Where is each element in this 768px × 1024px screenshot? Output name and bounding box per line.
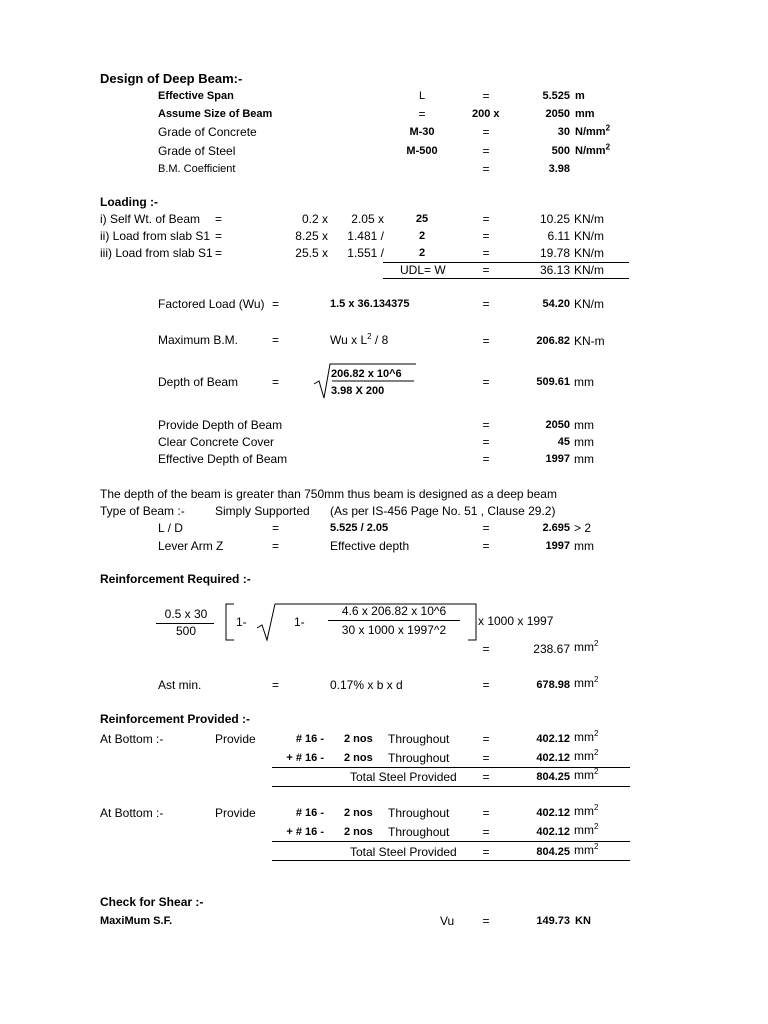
load-row-b: 2.05 x <box>351 212 384 226</box>
ld-unit: > 2 <box>574 521 592 535</box>
lever-arm-label: Lever Arm Z <box>158 539 224 553</box>
bar-eq: = <box>482 732 490 746</box>
bar-count: 2 nos <box>344 733 373 745</box>
reinf-frac-numerator: 0.5 x 30 <box>164 607 208 621</box>
effective-span-unit: m <box>575 90 585 102</box>
load-row-label: i) Self Wt. of Beam <box>100 212 201 226</box>
steel-unit: $N/mm^2$ <box>575 142 611 157</box>
steel-symbol: M-500 <box>406 145 438 157</box>
cover-eq: = <box>482 435 490 449</box>
factored-label: Factored Load (Wu) <box>158 297 265 311</box>
depth-unit: mm <box>574 375 594 389</box>
load-row-eq: = <box>215 229 223 243</box>
total-steel-value: 804.25 <box>536 846 570 858</box>
bar-count: 2 nos <box>344 826 373 838</box>
type-of-beam-reference: (As per IS-456 Page No. 51 , Clause 29.2) <box>330 504 556 518</box>
ast-min-expr: 0.17% x b x d <box>330 678 403 692</box>
shear-value: 149.73 <box>536 915 570 927</box>
load-row-eq2: = <box>482 229 490 243</box>
concrete-unit: $N/mm^2$ <box>575 123 611 138</box>
bar-dia: # 16 - <box>295 733 324 745</box>
max-bm-value: 206.82 <box>536 335 570 347</box>
bar-eq: = <box>482 751 490 765</box>
bar-location: Throughout <box>388 751 450 765</box>
lever-arm-value: 1997 <box>545 540 570 552</box>
shear-heading: Check for Shear :- <box>100 895 204 909</box>
lever-arm-eq2: = <box>482 539 490 553</box>
reinf-inner-denominator: 30 x 1000 x 1997^2 <box>341 623 447 637</box>
total-steel-label: Total Steel Provided <box>350 845 457 859</box>
load-row-a: 8.25 x <box>295 229 328 243</box>
steel-label: Grade of Steel <box>158 144 236 158</box>
load-row-eq: = <box>215 246 223 260</box>
max-bm-expr: Wu x $L^2 / 8$ <box>330 332 389 347</box>
eff-depth-label: Effective Depth of Beam <box>158 452 288 466</box>
shear-label: MaxiMum S.F. <box>100 915 173 927</box>
load-row-eq2: = <box>482 212 490 226</box>
max-bm-unit: KN-m <box>574 334 605 348</box>
lever-arm-unit: mm <box>574 539 594 553</box>
total-bottom-rule <box>272 860 630 861</box>
factored-value: 54.20 <box>542 298 570 310</box>
bar-eq: = <box>482 806 490 820</box>
factored-expr: 1.5 x 36.134375 <box>330 298 410 310</box>
udl-unit: KN/m <box>574 263 604 277</box>
beam-size-label: Assume Size of Beam <box>158 108 273 120</box>
page-title: Design of Deep Beam:- <box>100 71 243 86</box>
depth-value: 509.61 <box>536 376 570 388</box>
beam-size-width: 200 x <box>472 108 500 120</box>
loading-heading: Loading :- <box>100 195 158 209</box>
type-of-beam-label: Type of Beam :- <box>100 504 185 518</box>
bar-count: 2 nos <box>344 807 373 819</box>
depth-denominator: 3.98 X 200 <box>331 385 385 397</box>
cover-value: 45 <box>557 436 570 448</box>
ast-min-eq: = <box>272 678 280 692</box>
reinf-req-eq: = <box>482 642 490 656</box>
beam-size-symbol: = <box>418 107 426 121</box>
bar-unit: $mm^2$ <box>574 822 599 837</box>
depth-numerator: 206.82 x 10^6 <box>331 368 402 380</box>
effective-span-eq: = <box>482 89 490 103</box>
load-row-value: 19.78 <box>539 246 570 260</box>
group-provide: Provide <box>215 732 256 746</box>
bar-location: Throughout <box>388 732 450 746</box>
concrete-value: 30 <box>557 126 570 138</box>
bm-coeff-value: 3.98 <box>548 163 570 175</box>
shear-eq: = <box>482 914 490 928</box>
bar-unit: $mm^2$ <box>574 729 599 744</box>
bm-coeff-label: B.M. Coefficient <box>158 163 236 175</box>
cover-unit: mm <box>574 435 594 449</box>
reinf-multiplier: x 1000 x 1997 <box>478 614 554 628</box>
load-row-value: 6.11 <box>547 229 570 243</box>
depth-eq2: = <box>482 375 490 389</box>
total-steel-eq: = <box>482 770 490 784</box>
udl-label: UDL= W <box>400 263 446 277</box>
reinf-inner-numerator: 4.6 x 206.82 x 10^6 <box>341 604 447 618</box>
max-bm-label: Maximum B.M. <box>158 333 239 347</box>
provide-depth-label: Provide Depth of Beam <box>158 418 283 432</box>
load-row-b: 1.481 / <box>347 229 384 243</box>
concrete-label: Grade of Concrete <box>158 125 257 139</box>
total-steel-eq: = <box>482 845 490 859</box>
effective-span-label: Effective Span <box>158 90 234 102</box>
max-bm-eq2: = <box>482 334 490 348</box>
shear-symbol: Vu <box>440 914 455 928</box>
ld-expr: 5.525 / 2.05 <box>330 522 389 534</box>
shear-unit: KN <box>575 915 591 927</box>
ast-min-eq2: = <box>482 678 490 692</box>
ld-eq: = <box>272 521 280 535</box>
steel-eq: = <box>482 144 490 158</box>
udl-bottom-rule <box>383 278 629 279</box>
effective-span-symbol: L <box>418 90 426 102</box>
effective-span-value: 5.525 <box>542 90 570 102</box>
load-row-c: 2 <box>418 247 426 259</box>
eff-depth-unit: mm <box>574 452 594 466</box>
deep-beam-note: The depth of the beam is greater than 750mm thus beam is designed as a deep beam <box>100 487 557 501</box>
provide-depth-value: 2050 <box>545 419 570 431</box>
bar-dia: + # 16 - <box>286 752 324 764</box>
group-provide: Provide <box>215 806 256 820</box>
bar-dia: # 16 - <box>295 807 324 819</box>
bar-area: 402.12 <box>536 733 570 745</box>
total-steel-label: Total Steel Provided <box>350 770 457 784</box>
factored-eq2: = <box>482 297 490 311</box>
bar-location: Throughout <box>388 806 450 820</box>
factored-unit: KN/m <box>574 297 604 311</box>
steel-value: 500 <box>551 145 570 157</box>
reinf-one-minus-outer: 1- <box>236 615 247 629</box>
ld-value: 2.695 <box>542 522 570 534</box>
bm-coeff-eq: = <box>482 162 490 176</box>
reinf-req-value: 238.67 <box>533 642 570 656</box>
reinf-inner-bar <box>328 620 460 621</box>
load-row-unit: KN/m <box>574 246 604 260</box>
udl-eq: = <box>482 263 490 277</box>
ast-min-unit: $mm^2$ <box>574 675 599 690</box>
total-top-rule <box>272 841 630 842</box>
eff-depth-value: 1997 <box>545 453 570 465</box>
ld-eq2: = <box>482 521 490 535</box>
bar-eq: = <box>482 825 490 839</box>
bar-area: 402.12 <box>536 807 570 819</box>
load-row-value: 10.25 <box>539 212 570 226</box>
bar-dia: + # 16 - <box>286 826 324 838</box>
load-row-eq: = <box>215 212 223 226</box>
bar-area: 402.12 <box>536 826 570 838</box>
ast-min-label: Ast min. <box>158 678 202 692</box>
lever-arm-expr: Effective depth <box>330 539 410 553</box>
load-row-c: 2 <box>418 230 426 242</box>
cover-label: Clear Concrete Cover <box>158 435 275 449</box>
reinf-frac-denominator: 500 <box>175 624 197 638</box>
load-row-a: 25.5 x <box>295 246 328 260</box>
total-steel-unit: $mm^2$ <box>574 842 599 857</box>
beam-size-unit: mm <box>575 108 595 120</box>
provide-depth-unit: mm <box>574 418 594 432</box>
total-steel-value: 804.25 <box>536 771 570 783</box>
reinf-provided-heading: Reinforcement Provided :- <box>100 712 251 726</box>
bar-count: 2 nos <box>344 752 373 764</box>
bar-unit: $mm^2$ <box>574 803 599 818</box>
beam-size-value: 2050 <box>545 108 570 120</box>
concrete-eq: = <box>482 125 490 139</box>
eff-depth-eq: = <box>482 452 490 466</box>
load-row-label: ii) Load from slab S1 <box>100 229 211 243</box>
total-bottom-rule <box>272 786 630 787</box>
total-steel-unit: $mm^2$ <box>574 767 599 782</box>
depth-label: Depth of Beam <box>158 375 239 389</box>
load-row-unit: KN/m <box>574 212 604 226</box>
bar-area: 402.12 <box>536 752 570 764</box>
provide-depth-eq: = <box>482 418 490 432</box>
max-bm-eq: = <box>272 333 280 347</box>
group-label: At Bottom :- <box>100 732 164 746</box>
load-row-a: 0.2 x <box>301 212 328 226</box>
bar-unit: $mm^2$ <box>574 748 599 763</box>
load-row-c: 25 <box>415 213 429 225</box>
ld-label: L / D <box>158 521 183 535</box>
type-of-beam-value: Simply Supported <box>215 504 310 518</box>
udl-value: 36.13 <box>539 263 570 277</box>
factored-eq: = <box>272 297 280 311</box>
load-row-unit: KN/m <box>574 229 604 243</box>
reinf-one-minus-inner: 1- <box>294 615 305 629</box>
reinf-required-heading: Reinforcement Required :- <box>100 572 251 586</box>
ast-min-value: 678.98 <box>536 679 570 691</box>
lever-arm-eq: = <box>272 539 280 553</box>
load-row-eq2: = <box>482 246 490 260</box>
load-row-label: iii) Load from slab S1 <box>100 246 213 260</box>
load-row-b: 1.551 / <box>347 246 384 260</box>
group-label: At Bottom :- <box>100 806 164 820</box>
bar-location: Throughout <box>388 825 450 839</box>
depth-eq: = <box>272 375 280 389</box>
reinf-req-unit: $mm^2$ <box>574 639 599 654</box>
concrete-symbol: M-30 <box>409 126 435 138</box>
